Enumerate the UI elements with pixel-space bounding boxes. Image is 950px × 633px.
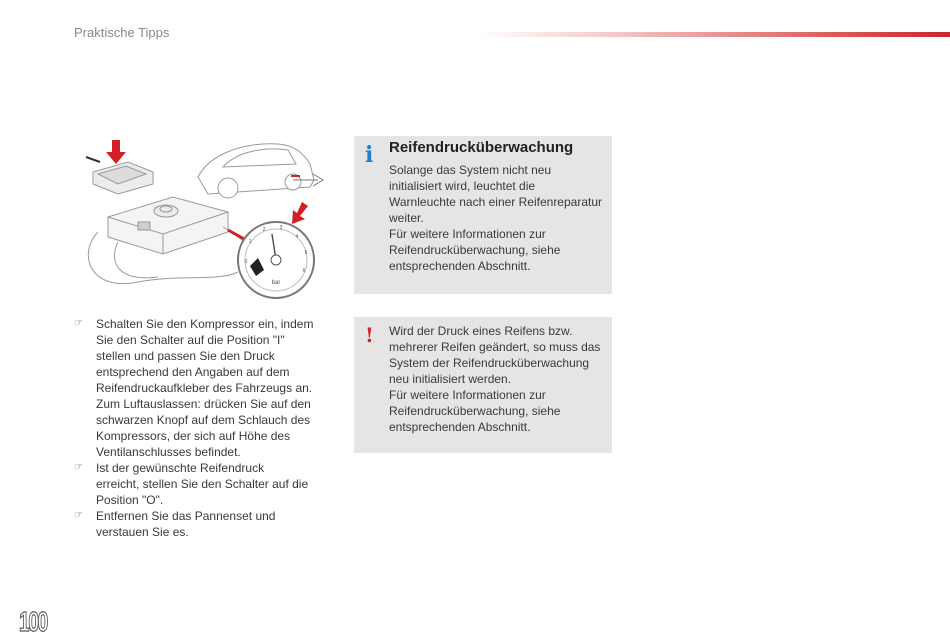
step-line: schwarzen Knopf auf dem Schlauch des <box>96 413 311 427</box>
pointing-hand-icon: ☞ <box>74 510 83 521</box>
warning-line: mehrerer Reifen geändert, so muss das <box>389 340 601 354</box>
page-number <box>19 598 49 633</box>
warning-line: System der Reifendrucküberwachung <box>389 356 590 370</box>
step-line: Ist der gewünschte Reifendruck <box>96 461 265 475</box>
step-line: stellen und passen Sie den Druck <box>96 349 275 363</box>
gauge-unit-label: bar <box>271 280 281 286</box>
info-line: initialisiert wird, leuchtet die <box>389 179 536 193</box>
warning-line: neu initialisiert werden. <box>389 372 512 386</box>
step-line: Schalten Sie den Kompressor ein, indem <box>96 317 314 331</box>
pointing-hand-icon: ☞ <box>74 462 83 473</box>
section-title: Praktische Tipps <box>74 25 170 40</box>
instruction-step <box>74 316 324 460</box>
info-box <box>354 136 612 294</box>
warning-box <box>354 317 612 453</box>
exclamation-icon: ! <box>365 323 374 347</box>
info-line: weiter. <box>389 211 424 225</box>
instruction-step <box>74 460 324 508</box>
gauge-tick-label: 1 <box>248 239 252 245</box>
step-line: Reifendruckaufkleber des Fahrzeugs an. <box>96 381 313 395</box>
page-number-text: 100 <box>19 606 48 633</box>
info-line: Warnleuchte nach einer Reifenreparatur <box>389 195 603 209</box>
step-line: Ventilanschlusses befindet. <box>96 445 241 459</box>
info-box-title: Reifendrucküberwachung <box>389 139 574 156</box>
gauge-tick-label: 3 <box>279 225 283 231</box>
step-line: Kompressors, der sich auf Höhe des <box>96 429 291 443</box>
header-accent-line <box>478 32 950 37</box>
info-line: Reifendrucküberwachung, siehe <box>389 243 561 257</box>
info-line: entsprechenden Abschnitt. <box>389 259 531 273</box>
gauge-tick-label: 4 <box>295 234 299 240</box>
info-line: Solange das System nicht neu <box>389 163 552 177</box>
step-line: Position "O". <box>96 493 164 507</box>
warning-line: Für weitere Informationen zur <box>389 388 546 402</box>
info-icon: i <box>365 142 374 168</box>
step-line: verstauen Sie es. <box>96 525 189 539</box>
gauge-tick-label: 5 <box>304 250 308 256</box>
instruction-step <box>74 508 324 540</box>
pointing-hand-icon: ☞ <box>74 318 83 329</box>
step-line: Entfernen Sie das Pannenset und <box>96 509 276 523</box>
step-line: Zum Luftauslassen: drücken Sie auf den <box>96 397 311 411</box>
compressor-illustration <box>78 132 340 302</box>
warning-box-text <box>389 323 609 435</box>
info-line: Für weitere Informationen zur <box>389 227 546 241</box>
warning-line: entsprechenden Abschnitt. <box>389 420 531 434</box>
step-line: Sie den Schalter auf die Position "I" <box>96 333 285 347</box>
warning-line: Wird der Druck eines Reifens bzw. <box>389 324 573 338</box>
step-line: erreicht, stellen Sie den Schalter auf die <box>96 477 309 491</box>
step-line: entsprechend den Angaben auf dem <box>96 365 290 379</box>
gauge-tick-label: 2 <box>262 227 266 233</box>
info-box-text <box>389 162 609 274</box>
warning-line: Reifendrucküberwachung, siehe <box>389 404 561 418</box>
gauge-tick-label: 0 <box>244 259 248 265</box>
instruction-list <box>74 316 324 540</box>
gauge-tick-label: 6 <box>302 268 306 274</box>
